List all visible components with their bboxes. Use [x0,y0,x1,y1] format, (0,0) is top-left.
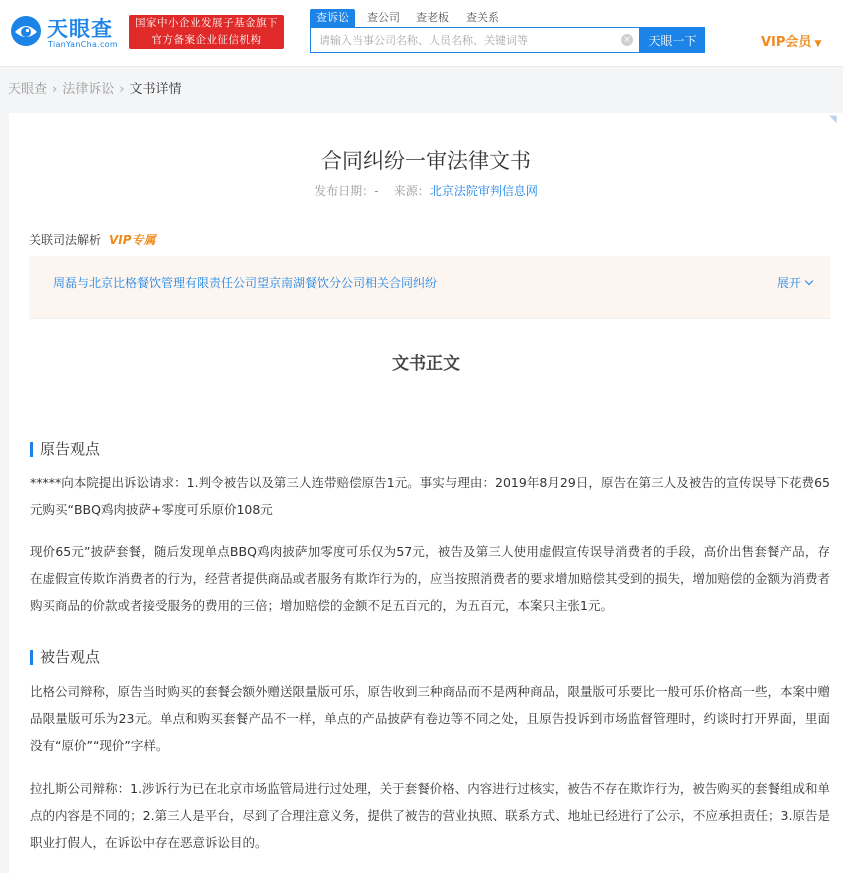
vip-badge: VIP专属 [109,233,156,247]
logo[interactable] [10,13,122,51]
body-title: 文书正文 [392,354,460,374]
search-button[interactable]: 天眼一下 [640,27,705,53]
logo-domain: TianYanCha.com [48,40,118,49]
clear-icon[interactable]: × [621,34,633,46]
slogan-line-1: 国家中小企业发展子基金旗下 [135,17,278,29]
plaintiff-paragraph-2: 现价65元”披萨套餐，随后发现单点BBQ鸡肉披萨加零度可乐仅为57元，被告及第三人使用虚假宣传误导消费者的手段，高价出售套餐产品，存在虚假宣传欺诈消费者的行为，经营者提供商品或者服务有欺诈行为的，应当按照消费者的要求增加赔偿其受到的损失，增加赔偿的金额为消费者购买商品的价款或者接受服务的费用的三倍；增加赔偿的金额不足五百元的，为五百元，本案只主张1元。 [30,544,831,613]
source-link[interactable]: 北京法院审判信息网 [429,184,538,198]
section-marker [30,442,33,457]
document-card [9,113,843,873]
defendant-paragraph-2: 拉扎斯公司辩称：1.涉诉行为已在北京市场监管局进行过处理，关于套餐价格、内容进行过核实，被告不存在欺诈行为，被告购买的套餐组成和单点的内容是不同的；2.第三人是平台，尽到了合理注意义务，提供了被告的营业执照、联系方式、地址已经进行了公示，不应承担责任；3.原告是职业打假人，在诉讼中存在恶意诉讼目的。 [30,781,830,850]
section-marker [30,650,33,665]
tab-company[interactable]: 查公司 [367,11,400,24]
related-label-text: 关联司法解析 [29,233,102,247]
document-meta [9,183,843,199]
corner-decoration-icon: ◥ [829,114,837,125]
breadcrumb-home[interactable]: 天眼查 [8,82,48,97]
plaintiff-paragraph-1: *****向本院提出诉讼请求：1.判令被告以及第三人连带赔偿原告1元。事实与理由：2019年8月29日，原告在第三人及被告的宣传误导下花费65元购买“BBQ鸡肉披萨+零度可乐原价108元 [30,475,830,517]
caret-down-icon: ▼ [814,39,822,49]
search-input[interactable] [311,28,611,52]
breadcrumb [8,81,181,99]
related-analysis-label [29,231,156,249]
breadcrumb-lawsuit[interactable]: 法律诉讼 [62,82,115,97]
publish-value: - [374,184,379,198]
expand-label: 展开 [776,276,801,290]
breadcrumb-current: 文书详情 [129,82,182,97]
slogan-badge [129,15,284,49]
page-title: 合同纠纷一审法律文书 [321,149,531,173]
vip-label: VIP会员 [761,35,812,50]
eye-logo-icon [10,15,42,47]
related-case-box [29,256,830,319]
chevron-down-icon [805,277,813,285]
section-heading-plaintiff: 原告观点 [40,440,101,458]
chevron-right-icon: › [119,82,125,97]
search-box [310,27,640,53]
related-case-link[interactable]: 周磊与北京比格餐饮管理有限责任公司望京南湖餐饮分公司相关合同纠纷 [53,276,438,290]
slogan-line-2: 官方备案企业征信机构 [151,34,262,46]
defendant-paragraph-1: 比格公司辩称，原告当时购买的套餐会额外赠送限量版可乐，原告收到三种商品而不是两种商品，限量版可乐要比一般可乐价格高一些，本案中赠品限量版可乐为23元。单点和购买套餐产品不一样，单点的产品披萨有卷边等不同之处，且原告投诉到市场监督管理时，约谈时打开界面，里面没有“原价”“现价”字样。 [30,684,831,753]
section-heading-defendant: 被告观点 [40,648,101,666]
tab-relation[interactable]: 查关系 [466,11,499,24]
chevron-right-icon: › [52,82,58,97]
publish-label: 发布日期： [314,184,375,198]
top-header [0,0,843,67]
source-label: 来源： [393,184,430,198]
expand-button[interactable] [777,274,812,292]
tab-lawsuit[interactable]: 查诉讼 [310,9,355,27]
logo-name: 天眼查 [47,17,113,41]
tab-boss[interactable]: 查老板 [416,11,449,24]
vip-member-menu[interactable] [761,31,821,50]
